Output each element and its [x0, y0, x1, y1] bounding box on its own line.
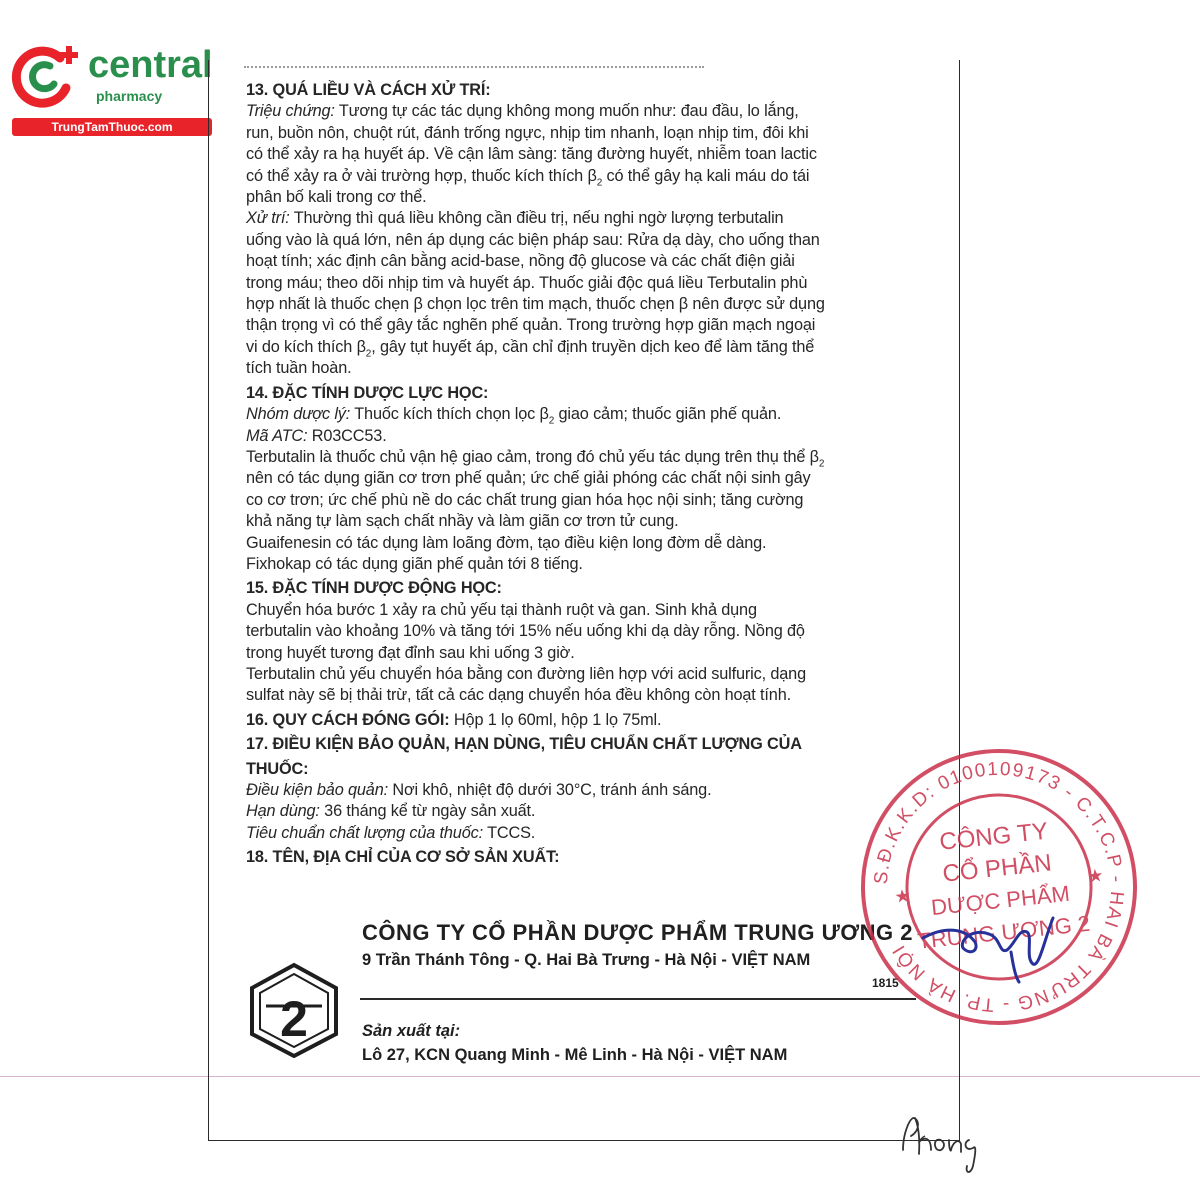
text-content: TCCS.: [482, 823, 536, 842]
brand-header: [8, 36, 218, 136]
text-tail: , gây tụt huyết áp, cần chỉ định truyền dịch keo để làm tăng thể: [371, 337, 815, 356]
section-heading: [246, 710, 912, 731]
handwritten-signature: [897, 1110, 997, 1180]
text-line: [246, 780, 912, 801]
manufacturer-code: 1815: [872, 976, 899, 990]
text-content: Thuốc kích thích chọn lọc β: [350, 405, 549, 424]
text-line: [246, 166, 912, 187]
text-content: trong máu; theo dõi nhịp tim và huyết áp. Thuốc giải độc quá liều Terbutalin phù: [246, 273, 808, 292]
text-content: 17. ĐIỀU KIỆN BẢO QUẢN, HẠN DÙNG, TIÊU CHUẨN CHẤT LƯỢNG CỦA: [246, 735, 802, 754]
brand-name: central: [88, 44, 213, 86]
text-content: uống vào là quá lớn, nên áp dụng các biện pháp sau: Rửa dạ dày, cho uống than: [246, 230, 820, 249]
text-content: 15. ĐẶC TÍNH DƯỢC ĐỘNG HỌC:: [246, 579, 502, 598]
text-line: [246, 823, 912, 844]
text-line: [246, 101, 912, 122]
text-content: Terbutalin là thuốc chủ vận hệ giao cảm, trong đó chủ yếu tác dụng trên thụ thể β: [246, 447, 819, 466]
section-heading: [246, 383, 912, 404]
text-content: thận trọng vì có thể gây tắc nghẽn phế quản. Trong trường hợp giãn mạch ngoại: [246, 316, 816, 335]
text-content: trong huyết tương đạt đỉnh sau khi uống 3 giờ.: [246, 643, 575, 662]
text-line: [246, 664, 912, 685]
subscript: 2: [548, 415, 555, 427]
leaflet-text: [246, 80, 912, 869]
production-label: Sản xuất tại:: [362, 1022, 461, 1040]
field-label: Nhóm dược lý:: [246, 405, 351, 424]
brand-subtitle: pharmacy: [96, 88, 163, 104]
text-content: THUỐC:: [246, 759, 309, 778]
text-line: [246, 426, 912, 447]
text-content: khả năng tự làm sạch chất nhầy và làm giãn cơ trơn tử cung.: [246, 512, 679, 531]
text-content: Fixhokap có tác dụng giãn phế quản tới 8 tiếng.: [246, 554, 583, 573]
text-line: [246, 187, 912, 208]
text-content: Guaifenesin có tác dụng làm loãng đờm, tạo điều kiện long đờm dễ dàng.: [246, 533, 767, 552]
text-content: Terbutalin chủ yếu chuyển hóa bằng con đường liên hợp với acid sulfuric, dạng: [246, 664, 806, 683]
text-content: co cơ trơn; ức chế phù nề do các chất trung gian hóa học nội sinh; tăng cường: [246, 490, 804, 509]
text-content: 13. QUÁ LIỀU VÀ CÁCH XỬ TRÍ:: [246, 81, 491, 99]
brand-url[interactable]: TrungTamThuoc.com: [12, 118, 212, 136]
manufacturer-logo-icon: [248, 962, 340, 1058]
text-content: Thường thì quá liều không cần điều trị, nếu nghi ngờ lượng terbutalin: [289, 209, 784, 228]
field-label: Xử trí:: [246, 209, 290, 228]
text-content: hoạt tính; xác định cân bằng acid-base, nồng độ glucose và các chất điện giải: [246, 252, 795, 271]
section-heading: [246, 734, 912, 755]
text-tail: giao cảm; thuốc giãn phế quản.: [554, 405, 782, 424]
text-line: [246, 337, 912, 358]
text-content: 16. QUY CÁCH ĐÓNG GÓI:: [246, 710, 450, 729]
text-content: R03CC53.: [307, 426, 387, 445]
company-stamp: [854, 742, 1144, 1032]
field-label: Tiêu chuẩn chất lượng của thuốc:: [246, 823, 483, 842]
stamp-line-3: DƯỢC PHẨM: [929, 880, 1071, 921]
stamp-line-2: CỔ PHẦN: [941, 849, 1053, 888]
field-label: Điều kiện bảo quản:: [246, 781, 388, 799]
text-line: [246, 643, 912, 664]
text-line: [246, 490, 912, 511]
text-line: [246, 447, 912, 468]
text-content: có thể xảy ra hạ huyết áp. Về cận lâm sàng: tăng đường huyết, nhiễm toan lactic: [246, 145, 817, 164]
text-line: [246, 208, 912, 229]
text-line: [246, 801, 912, 822]
text-line: [246, 554, 912, 575]
text-line: [246, 144, 912, 165]
text-line: [246, 273, 912, 294]
svg-text:★: ★: [893, 885, 912, 907]
text-line: [246, 468, 912, 489]
text-content: Tương tự các tác dụng không mong muốn như: đau đầu, lo lắng,: [334, 102, 799, 121]
text-line: [246, 358, 912, 379]
manufacturer-divider: [360, 998, 916, 1000]
stamp-ring-text: S.Đ.K.K.D: 0100109173 - C.T.C.P - HAI BÀ TRƯNG - TP. HÀ NỘI: [870, 758, 1128, 1016]
text-content: nên có tác dụng giãn cơ trơn phế quản; ức chế giải phóng các chất nội sinh gây: [246, 469, 811, 488]
text-line: [246, 511, 912, 532]
director-signature: [915, 898, 1065, 988]
text-content: 18. TÊN, ĐỊA CHỈ CỦA CƠ SỞ SẢN XUẤT:: [246, 848, 560, 867]
text-line: [246, 533, 912, 554]
text-content: phân bố kali trong cơ thể.: [246, 188, 427, 207]
text-content: run, buồn nôn, chuột rút, đánh trống ngực, nhịp tim nhanh, loạn nhịp tim, đôi khi: [246, 123, 809, 142]
text-content: Chuyển hóa bước 1 xảy ra chủ yếu tại thành ruột và gan. Sinh khả dụng: [246, 600, 757, 619]
stamp-line-1: CÔNG TY: [938, 817, 1050, 856]
text-content: 36 tháng kể từ ngày sản xuất.: [319, 802, 536, 821]
stamp-line-4: TRUNG ƯƠNG 2: [916, 910, 1092, 954]
field-label: Mã ATC:: [246, 426, 308, 445]
text-line: [246, 294, 912, 315]
field-label: Hạn dùng:: [246, 802, 320, 821]
text-tail: Hộp 1 lọ 60ml, hộp 1 lọ 75ml.: [449, 710, 662, 729]
text-line: [246, 404, 912, 425]
text-line: [246, 251, 912, 272]
text-line: [246, 600, 912, 621]
text-line: [246, 621, 912, 642]
text-content: vi do kích thích β: [246, 337, 366, 356]
text-content: Nơi khô, nhiệt độ dưới 30°C, tránh ánh sáng.: [387, 781, 712, 799]
cropped-text-residue: [244, 66, 704, 76]
central-pharmacy-logo-icon: [8, 36, 88, 116]
text-line: [246, 123, 912, 144]
field-label: Triệu chứng:: [246, 102, 335, 121]
subscript: 2: [818, 458, 825, 470]
text-line: [246, 685, 912, 706]
section-heading: [246, 80, 912, 101]
manufacturer-address: 9 Trần Thánh Tông - Q. Hai Bà Trưng - Hà Nội - VIỆT NAM: [362, 951, 811, 969]
text-content: 14. ĐẶC TÍNH DƯỢC LỰC HỌC:: [246, 383, 489, 402]
text-line: [246, 315, 912, 336]
section-heading: [246, 578, 912, 599]
manufacturer-name: CÔNG TY CỔ PHẦN DƯỢC PHẨM TRUNG ƯƠNG 2: [362, 920, 913, 945]
subscript: 2: [596, 176, 603, 188]
text-content: có thể xảy ra ở vài trường hợp, thuốc kích thích β: [246, 166, 597, 185]
text-content: hợp nhất là thuốc chẹn β chọn lọc trên tim mạch, thuốc chẹn β nên được sử dụng: [246, 295, 825, 314]
text-content: terbutalin vào khoảng 10% và tăng tới 15% nếu uống khi dạ dày rỗng. Nồng độ: [246, 622, 805, 641]
section-heading: [246, 847, 912, 868]
text-tail: có thể gây hạ kali máu do tái: [602, 166, 810, 185]
text-line: [246, 230, 912, 251]
svg-text:★: ★: [1086, 865, 1105, 887]
subscript: 2: [365, 348, 372, 360]
text-content: tích tuần hoàn.: [246, 359, 352, 378]
text-content: sulfat này sẽ bị thải trừ, tất cả các dạng chuyển hóa đều không còn hoạt tính.: [246, 686, 791, 705]
section-heading: [246, 759, 912, 780]
manufacturer-logo-number: 2: [280, 991, 308, 1047]
production-address: Lô 27, KCN Quang Minh - Mê Linh - Hà Nội - VIỆT NAM: [362, 1046, 788, 1064]
